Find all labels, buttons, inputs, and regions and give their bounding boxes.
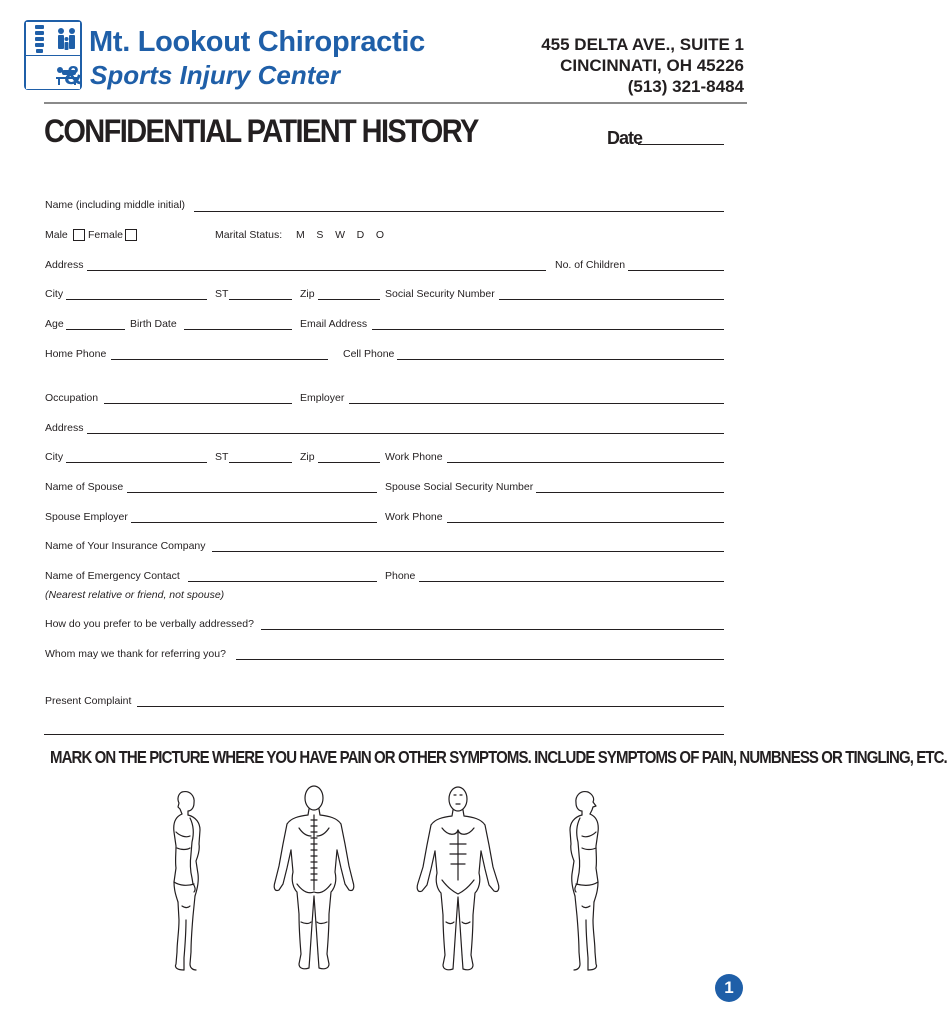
family-icon bbox=[53, 22, 80, 55]
emergency-contact-field[interactable] bbox=[188, 581, 377, 582]
spouse-work-phone-label: Work Phone bbox=[385, 511, 443, 523]
preferred-address-label: How do you prefer to be verbally addressed? bbox=[45, 618, 254, 630]
birth-date-field[interactable] bbox=[184, 329, 292, 330]
marital-status-label: Marital Status: bbox=[215, 229, 283, 241]
employer-label: Employer bbox=[300, 392, 345, 404]
body-chart-instruction: MARK ON THE PICTURE WHERE YOU HAVE PAIN OR OTHER SYMPTOMS. INCLUDE SYMPTOMS OF PAIN, NUMBNESS OR TINGLING, ETC. bbox=[50, 748, 947, 768]
brand-ampersand: & bbox=[64, 60, 83, 90]
work-address-label: Address bbox=[45, 422, 84, 434]
date-field[interactable] bbox=[638, 144, 724, 145]
state-field[interactable] bbox=[229, 299, 292, 300]
home-phone-label: Home Phone bbox=[45, 348, 107, 360]
spouse-ssn-label: Spouse Social Security Number bbox=[385, 481, 534, 493]
email-field[interactable] bbox=[372, 329, 724, 330]
spouse-work-phone-field[interactable] bbox=[447, 522, 724, 523]
spouse-employer-field[interactable] bbox=[131, 522, 377, 523]
side-right-icon[interactable] bbox=[562, 786, 618, 976]
insurance-label: Name of Your Insurance Company bbox=[45, 540, 206, 552]
work-zip-field[interactable] bbox=[318, 462, 380, 463]
age-field[interactable] bbox=[66, 329, 125, 330]
birth-date-label: Birth Date bbox=[130, 318, 177, 330]
city-field[interactable] bbox=[66, 299, 207, 300]
cell-phone-field[interactable] bbox=[397, 359, 724, 360]
side-left-icon[interactable] bbox=[152, 786, 218, 976]
name-label: Name (including middle initial) bbox=[45, 199, 186, 211]
female-checkbox[interactable] bbox=[125, 229, 137, 241]
children-label: No. of Children bbox=[555, 259, 626, 271]
spouse-employer-label: Spouse Employer bbox=[45, 511, 128, 523]
ssn-label: Social Security Number bbox=[385, 288, 495, 300]
work-city-field[interactable] bbox=[66, 462, 207, 463]
ssn-field[interactable] bbox=[499, 299, 724, 300]
address-field[interactable] bbox=[87, 270, 546, 271]
spouse-name-label: Name of Spouse bbox=[45, 481, 124, 493]
work-zip-label: Zip bbox=[300, 451, 315, 463]
age-label: Age bbox=[45, 318, 64, 330]
referral-field[interactable] bbox=[236, 659, 724, 660]
address-label: Address bbox=[45, 259, 84, 271]
section-divider bbox=[44, 734, 724, 735]
address-phone: (513) 321-8484 bbox=[627, 77, 744, 96]
cell-phone-label: Cell Phone bbox=[343, 348, 395, 360]
email-label: Email Address bbox=[300, 318, 368, 330]
complaint-field[interactable] bbox=[137, 706, 724, 707]
brand-name: Mt. Lookout Chiropractic bbox=[89, 26, 425, 58]
work-address-field[interactable] bbox=[87, 433, 724, 434]
front-icon[interactable] bbox=[412, 784, 504, 976]
insurance-field[interactable] bbox=[212, 551, 724, 552]
work-phone-label: Work Phone bbox=[385, 451, 443, 463]
male-label: Male bbox=[45, 229, 68, 241]
work-phone-field[interactable] bbox=[447, 462, 724, 463]
female-label: Female bbox=[88, 229, 124, 241]
work-state-field[interactable] bbox=[229, 462, 292, 463]
zip-field[interactable] bbox=[318, 299, 380, 300]
logo-blank-cell bbox=[26, 56, 53, 89]
zip-label: Zip bbox=[300, 288, 315, 300]
occupation-field[interactable] bbox=[104, 403, 292, 404]
work-state-label: ST bbox=[215, 451, 229, 463]
home-phone-field[interactable] bbox=[111, 359, 328, 360]
address-street: 455 DELTA AVE., SUITE 1 bbox=[541, 35, 744, 54]
children-field[interactable] bbox=[628, 270, 724, 271]
emergency-contact-note: (Nearest relative or friend, not spouse) bbox=[45, 589, 225, 601]
spine-icon bbox=[26, 22, 53, 55]
spouse-ssn-field[interactable] bbox=[536, 492, 724, 493]
work-city-label: City bbox=[45, 451, 64, 463]
clinic-address bbox=[541, 34, 744, 97]
emergency-phone-label: Phone bbox=[385, 570, 416, 582]
brand-subtitle bbox=[64, 60, 340, 91]
emergency-contact-label: Name of Emergency Contact bbox=[45, 570, 180, 582]
date-label: Date bbox=[607, 128, 643, 148]
page-number-badge: 1 bbox=[715, 974, 743, 1002]
referral-label: Whom may we thank for referring you? bbox=[45, 648, 226, 660]
address-city: CINCINNATI, OH 45226 bbox=[560, 56, 744, 75]
preferred-address-field[interactable] bbox=[261, 629, 724, 630]
occupation-label: Occupation bbox=[45, 392, 99, 404]
name-field[interactable] bbox=[194, 211, 724, 212]
page-title: CONFIDENTIAL PATIENT HISTORY bbox=[44, 114, 478, 150]
city-label: City bbox=[45, 288, 64, 300]
male-checkbox[interactable] bbox=[73, 229, 85, 241]
brand-subtitle-text: Sports Injury Center bbox=[90, 60, 340, 90]
complaint-label: Present Complaint bbox=[45, 695, 132, 707]
header-divider bbox=[44, 102, 747, 104]
back-icon[interactable] bbox=[269, 784, 359, 976]
employer-field[interactable] bbox=[349, 403, 724, 404]
state-label: ST bbox=[215, 288, 229, 300]
emergency-phone-field[interactable] bbox=[419, 581, 724, 582]
marital-status-options[interactable]: M S W D O bbox=[296, 229, 385, 241]
spouse-name-field[interactable] bbox=[127, 492, 377, 493]
